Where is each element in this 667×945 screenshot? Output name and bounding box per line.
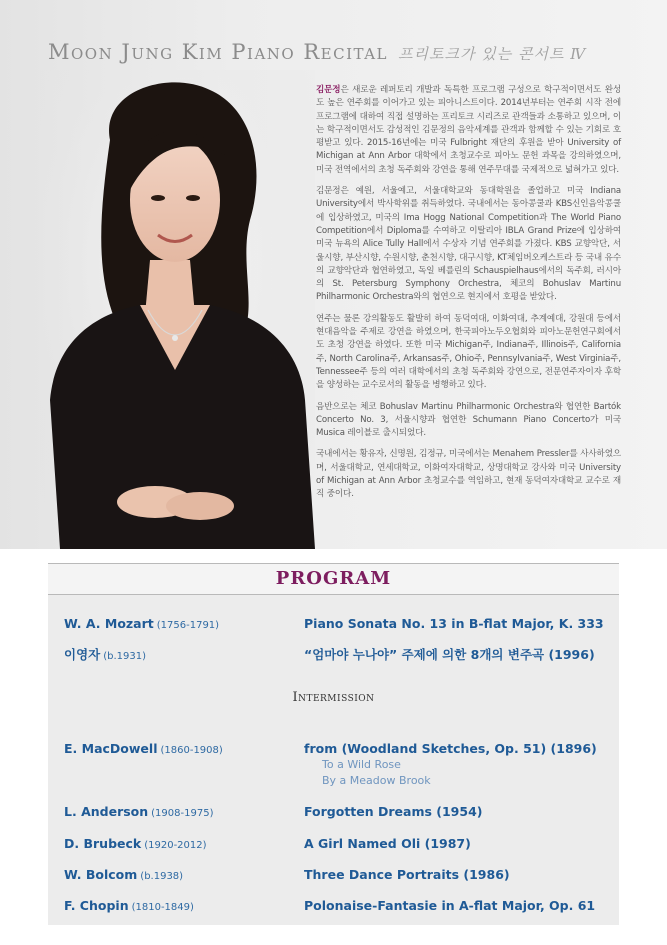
pianist-portrait (40, 70, 315, 549)
composer-years: (1860-1908) (160, 745, 223, 756)
work-title: Polonaise-Fantasie in A-flat Major, Op. 61 (304, 898, 596, 913)
work-title: “엄마야 누나야” 주제에 의한 8개의 변주곡 (1996) (304, 647, 595, 662)
movement-title: By a Meadow Brook (322, 774, 431, 787)
work-title: Piano Sonata No. 13 in B-flat Major, K. 333 (304, 616, 604, 631)
composer-name: L. Anderson (64, 804, 149, 819)
work-title: A Girl Named Oli (1987) (304, 836, 471, 851)
movement-title: To a Wild Rose (322, 758, 401, 771)
composer-years: (b.1938) (140, 871, 184, 882)
composer-name: W. Bolcom (64, 867, 138, 882)
composer-name: E. MacDowell (64, 741, 158, 756)
bio-paragraph-1 (316, 84, 621, 177)
composer-name: 이영자 (64, 647, 101, 662)
composer-years: (b.1931) (103, 651, 147, 662)
program-heading: PROGRAM (48, 563, 619, 595)
bio-paragraph-5: 국내에서는 황유자, 신명원, 김정규, 미국에서는 Menahem Pressler를 사사하였으며, 서울대학교, 연세대학교, 이화여자대학교, 상명대학교 강사와 미국 University of Michigan at Ann Arbor 초청교수를 역임하고, 현재 동덕여자대학교 교수로 재직 중이다. (316, 449, 621, 500)
biography (316, 84, 621, 510)
composer-years: (1756-1791) (156, 620, 220, 631)
composer-years: (1908-1975) (151, 808, 214, 819)
intermission-label: Intermission (292, 690, 375, 705)
bio-paragraph-3: 연주는 물론 강의활동도 활발히 하여 동덕여대, 이화여대, 추계예대, 강원대 등에서 현대음악을 주제로 강연을 하였으며, 한국피아노두오협회와 피아노문헌연구회에서도 초청 강연을 하였다. 또한 미국 Michigan주, Indiana주, Illinois주, California주, North Carolina주, Arkansas주, Ohio주, Pennsylvania주, West Virginia주, Tennessee주 등의 여러 대학에서의 초청 독주회와 강연으로, 전문연주자이자 후학을 양성하는 교수로서의 활동을 병행하고 있다. (316, 313, 621, 391)
composer-name: W. A. Mozart (64, 616, 154, 631)
composer-years: (1920-2012) (144, 840, 207, 851)
bio-paragraph-2: 김문정은 예원, 서울예고, 서울대학교와 동대학원을 졸업하고 미국 Indiana University에서 박사학위를 취득하였다. 국내에서는 동아콩쿨과 KBS신인음악콩쿨에 입상하였고, 미국의 Ima Hogg National Competition과 The World Piano Competition에서 Diploma를 수여하고 이탈리아 IBLA Grand Prize에 입상하여 미국 뉴욕의 Alice Tully Hall에서 수상자 기념 연주회를 가졌다. KBS 교향악단, 서울시향, 부산시향, 수원시향, 춘천시향, 대구시향, KT체임버오케스트라 등 국내 유수의 교향악단과 협연하였고, 독일 베를린의 Schauspielhaus에서의 독주회, 러시아의 St. Petersburg Symphony Orchestra, 체코의 Bohuslav Martinu Philharmonic Orchestra와의 협연으로 현지에서 호평을 받았다. (316, 186, 621, 303)
program-section (48, 563, 619, 925)
title-main: Moon Jung Kim Piano Recital (48, 40, 389, 64)
pianist-name: 김문정 (316, 85, 341, 95)
work-title: Forgotten Dreams (1954) (304, 804, 483, 819)
composer-years: (1810-1849) (131, 902, 194, 913)
work-title: Three Dance Portraits (1986) (304, 867, 510, 882)
title-subtitle: 프리토크가 있는 콘서트 Ⅳ (398, 45, 587, 63)
recital-title (48, 40, 586, 64)
work-title: from (Woodland Sketches, Op. 51) (1896) (304, 741, 597, 756)
composer-name: D. Brubeck (64, 836, 142, 851)
bio-text-1: 은 새로운 레퍼토리 개발과 독특한 프로그램 구성으로 학구적이면서도 완성도 높은 연주회를 이어가고 있는 피아니스트이다. 2014년부터는 연주회 시작 전에 프로그램에 대하여 직접 설명하는 프리토크 시리즈로 관객들과 소통하고 있으며, 이는 학구적이면서도 감성적인 김문정의 음악세계를 관객과 함께할 수 있는 기회로 호평받고 있다. 2015-16년에는 미국 Fulbright 재단의 후원을 받아 University of Michigan at Ann Arbor 대학에서 초청교수로 피아노 문헌 과목을 강의하였으며, 미국 전역에서의 초청 독주회와 강연을 통해 연주무대를 국제적으로 넓혀가고 있다. (316, 85, 621, 175)
bio-paragraph-4: 음반으로는 체코 Bohuslav Martinu Philharmonic Orchestra와 협연한 Bartók Concerto No. 3, 서울시향과 협연한 Schumann Piano Concerto가 미국 Musica 레이블로 출시되었다. (316, 401, 621, 439)
composer-name: F. Chopin (64, 898, 129, 913)
